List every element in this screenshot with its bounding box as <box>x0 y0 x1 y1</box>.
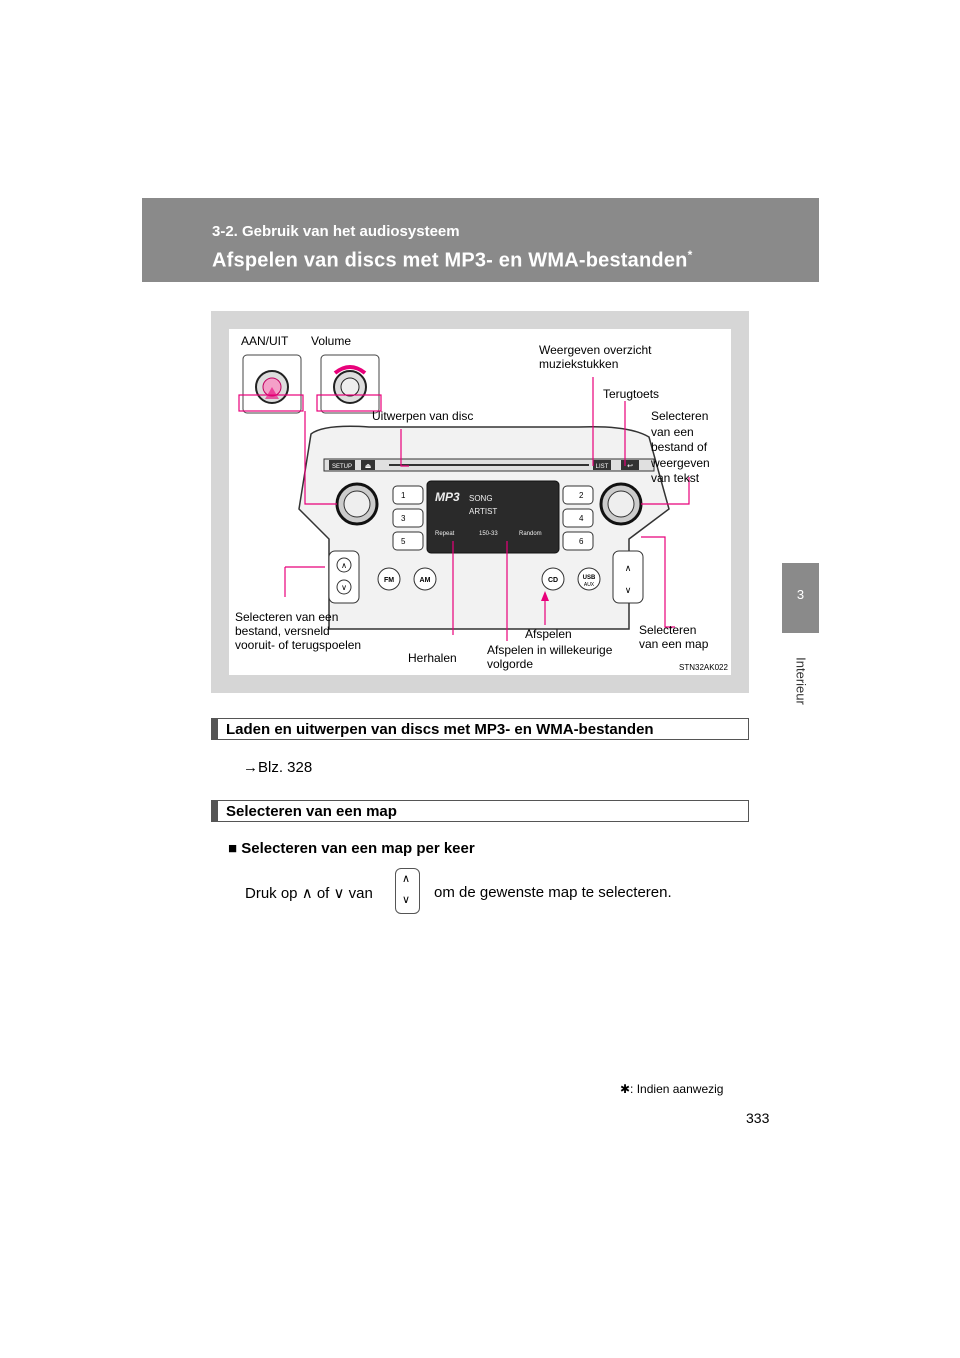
section-heading-load-eject <box>211 718 749 740</box>
page-reference-link[interactable]: →Blz. 328 <box>243 759 313 776</box>
seek-up-icon: ∧ <box>341 561 347 570</box>
chapter-number: 3 <box>796 587 805 602</box>
label-power: AAN/UIT <box>241 334 289 348</box>
folder-down-icon: ∨ <box>624 586 632 596</box>
page-title-text: Afspelen van discs met MP3- en WMA-bestanden <box>212 249 688 272</box>
volume-knob-closeup <box>321 355 379 413</box>
usb-button[interactable]: USB <box>582 575 596 581</box>
fm-button[interactable]: FM <box>383 577 395 584</box>
seek-down-icon: ∨ <box>341 583 347 592</box>
label-random: Afspelen in willekeurige volgorde <box>487 643 613 671</box>
aux-label: AUX <box>583 582 595 588</box>
folder-up-icon: ∧ <box>402 872 411 885</box>
setup-button[interactable]: SETUP <box>331 464 353 470</box>
figure-canvas <box>229 329 731 675</box>
back-icon: ↩ <box>627 463 633 470</box>
screen-mp3: MP3 <box>435 490 460 504</box>
label-select-file: Selecteren van een bestand of weergeven van tekst <box>651 409 710 485</box>
section-heading-select-folder <box>211 800 749 822</box>
chapter-tab-label <box>782 633 819 728</box>
label-volume: Volume <box>311 334 352 348</box>
preset-3-button[interactable]: 3 <box>401 514 406 523</box>
instruction-text-after: om de gewenste map te selecteren. <box>434 884 672 901</box>
page-title <box>212 248 692 273</box>
am-button[interactable]: AM <box>419 577 431 584</box>
footnote: ✱: Indien aanwezig <box>620 1082 724 1096</box>
folder-down-icon: ∨ <box>402 893 411 906</box>
preset-1-button[interactable]: 1 <box>401 491 406 500</box>
screen-repeat: Repeat <box>435 531 455 537</box>
power-knob-closeup <box>243 355 301 413</box>
label-list: Weergeven overzicht muziekstukken <box>539 343 652 371</box>
chapter-tab[interactable] <box>782 563 819 633</box>
footnote-mark: * <box>687 248 693 262</box>
screen-time: 150-33 <box>479 531 498 537</box>
folder-up-icon: ∧ <box>624 564 632 574</box>
figure-code: STN32AK022 <box>679 663 728 672</box>
cd-button[interactable]: CD <box>547 577 559 584</box>
section-heading-text: Laden en uitwerpen van discs met MP3- en WMA-bestanden <box>226 721 654 738</box>
screen-song: SONG <box>469 494 493 503</box>
label-play: Afspelen <box>525 627 572 641</box>
eject-icon: ⏏ <box>364 463 372 470</box>
preset-2-button[interactable]: 2 <box>579 491 584 500</box>
label-repeat: Herhalen <box>408 651 457 665</box>
preset-5-button[interactable]: 5 <box>401 537 406 546</box>
chapter-header <box>142 198 819 282</box>
folder-select-button-icon <box>395 868 420 914</box>
screen-random: Random <box>519 531 542 537</box>
instruction-text-before: Druk op ∧ of ∨ van <box>245 885 373 902</box>
audio-unit-figure <box>211 311 749 693</box>
label-eject: Uitwerpen van disc <box>372 409 474 423</box>
label-back: Terugtoets <box>603 387 660 401</box>
chapter-label-text: Interieur <box>793 656 808 705</box>
label-seek: Selecteren van een bestand, versneld vooruit- of terugspoelen <box>235 610 362 652</box>
screen-artist: ARTIST <box>469 507 498 516</box>
section-heading-text: Selecteren van een map <box>226 803 397 820</box>
preset-4-button[interactable]: 4 <box>579 514 584 523</box>
list-button[interactable]: LIST <box>595 464 609 470</box>
section-label: 3-2. Gebruik van het audiosysteem <box>212 223 460 240</box>
page-number: 333 <box>746 1110 770 1126</box>
label-folder: Selecteren van een map <box>639 623 709 651</box>
preset-6-button[interactable]: 6 <box>579 537 584 546</box>
subheading: ■ Selecteren van een map per keer <box>228 840 475 857</box>
head-unit <box>299 426 669 629</box>
